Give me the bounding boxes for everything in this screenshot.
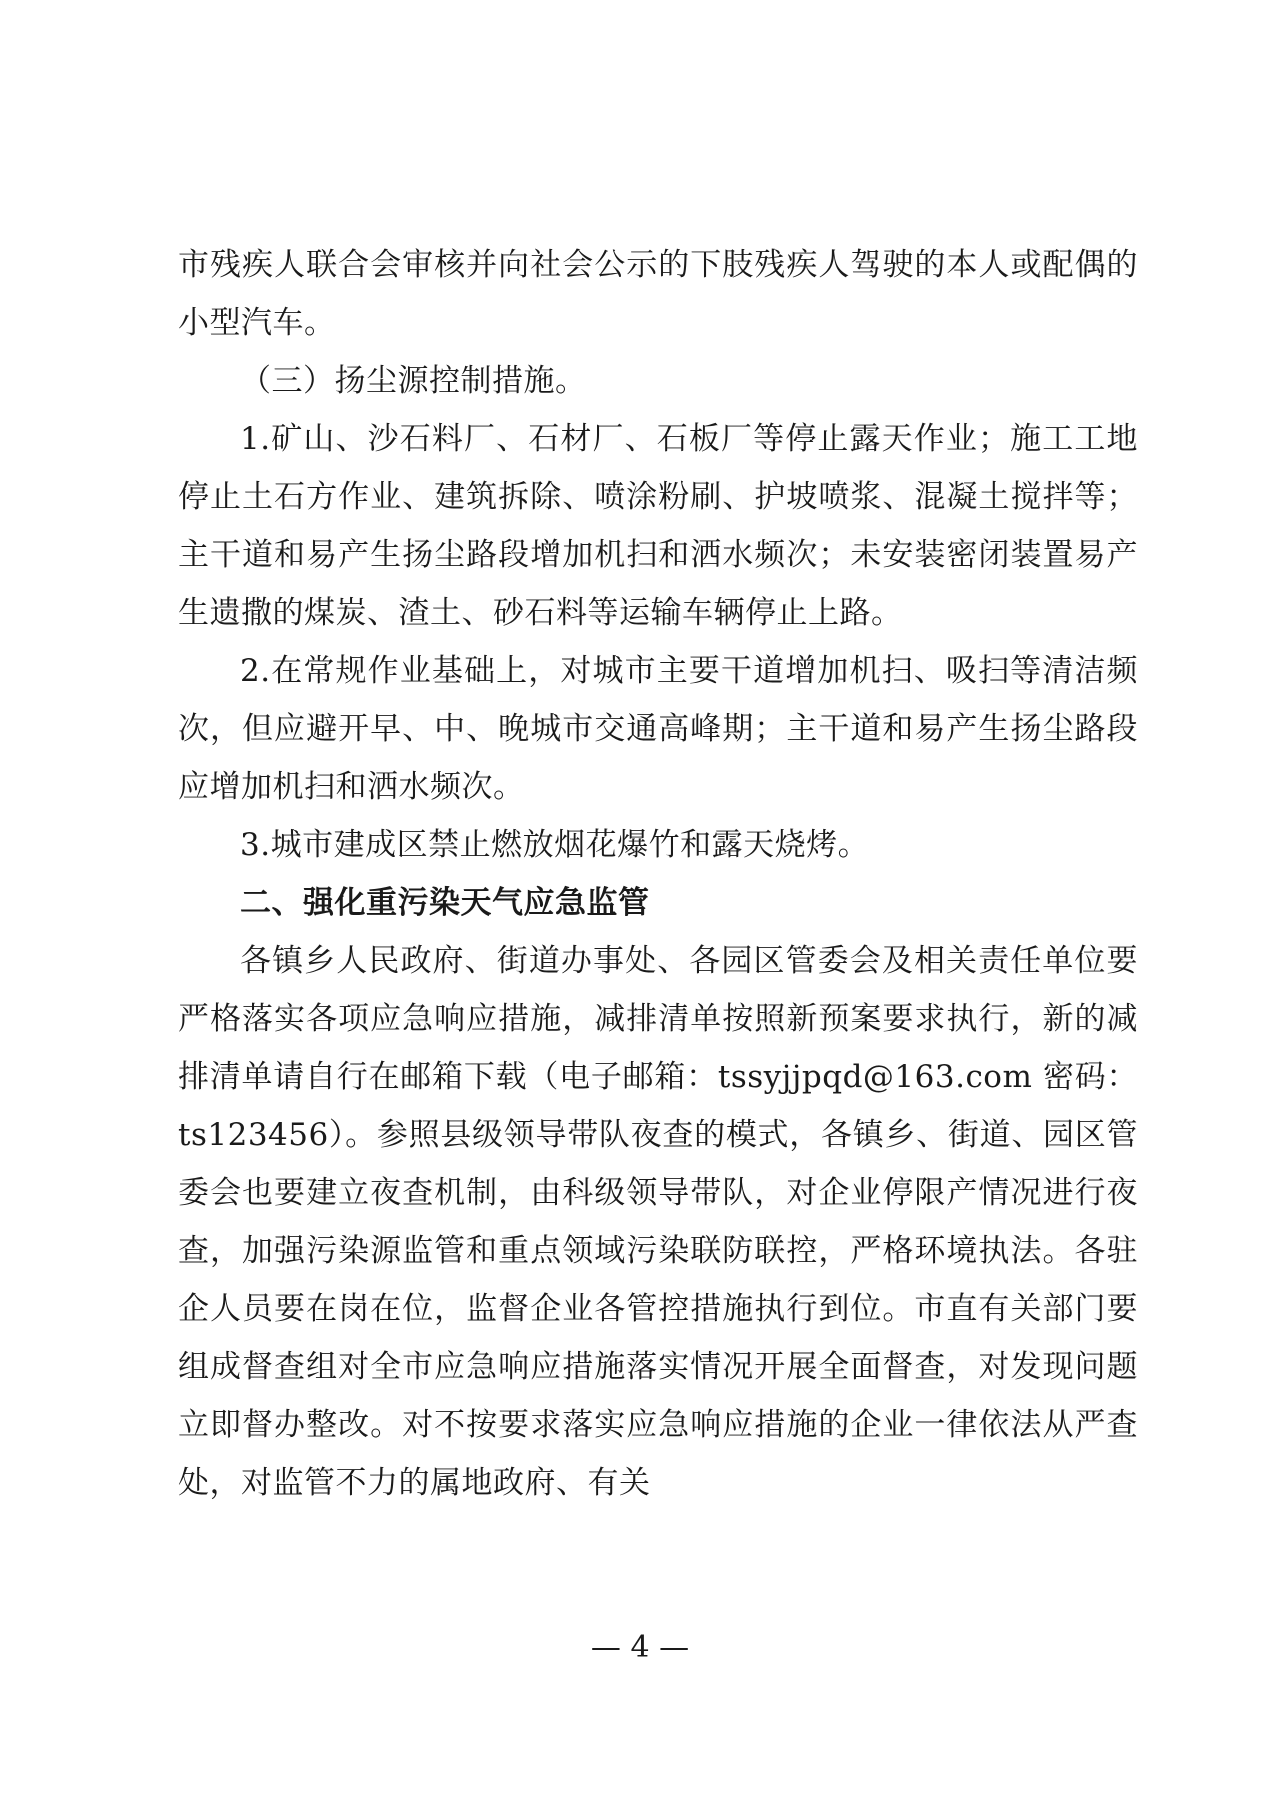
paragraph-item-3: 3.城市建成区禁止燃放烟花爆竹和露天烧烤。 <box>240 827 870 863</box>
paragraph-item-2: 2.在常规作业基础上，对城市主要干道增加机扫、吸扫等清洁频次，但应避开早、中、晚城市交通高峰期；主干道和易产生扬尘路段应增加机扫和洒水频次。 <box>178 653 1138 805</box>
page-number: — 4 — <box>590 1630 690 1665</box>
subheading-dust-control: （三）扬尘源控制措施。 <box>240 363 587 399</box>
paragraph-item-1: 1.矿山、沙石料厂、石材厂、石板厂等停止露天作业；施工工地停止土石方作业、建筑拆除、喷涂粉刷、护坡喷浆、混凝土搅拌等；主干道和易产生扬尘路段增加机扫和洒水频次；未安装密闭装置易产生遗撒的煤炭、渣土、砂石料等运输车辆停止上路。 <box>178 421 1138 631</box>
paragraph-supervision: 各镇乡人民政府、街道办事处、各园区管委会及相关责任单位要严格落实各项应急响应措施，减排清单按照新预案要求执行，新的减排清单请自行在邮箱下载（电子邮箱：tssyjjpqd@163.com 密码：ts123456）。参照县级领导带队夜查的模式，各镇乡、街道、园区管委会也要建立夜查机制，由科级领导带队，对企业停限产情况进行夜查，加强污染源监管和重点领域污染联防联控，严格环境执法。各驻企人员要在岗在位，监督企业各管控措施执行到位。市直有关部门要组成督查组对全市应急响应措施落实情况开展全面督查，对发现问题立即督办整改。对不按要求落实应急响应措施的企业一律依法从严查处，对监管不力的属地政府、有关 <box>178 943 1138 1501</box>
paragraph-continuation: 市残疾人联合会审核并向社会公示的下肢残疾人驾驶的本人或配偶的小型汽车。 <box>178 247 1138 341</box>
document-body <box>178 236 1138 1512</box>
section-heading: 二、强化重污染天气应急监管 <box>240 885 650 921</box>
